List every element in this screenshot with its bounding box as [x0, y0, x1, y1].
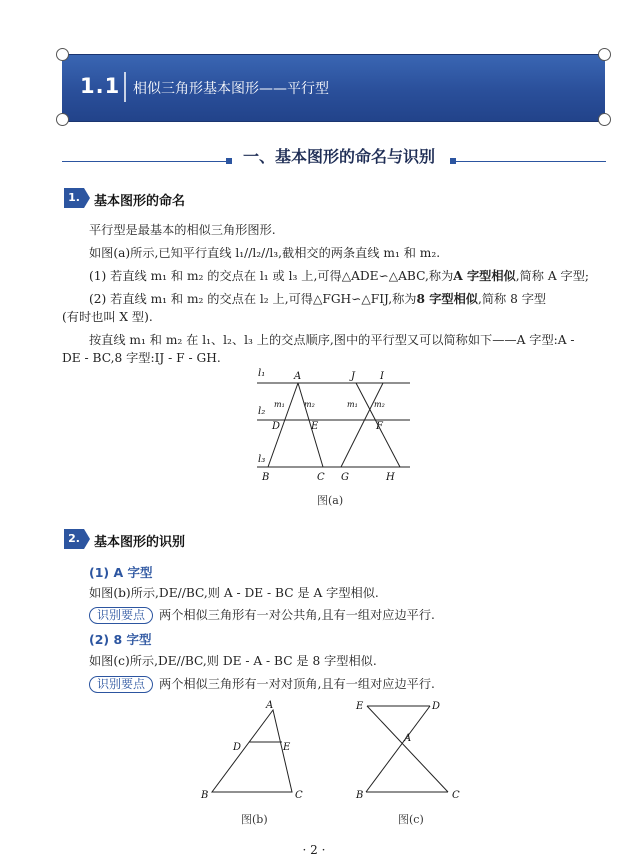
corner-circle-top-left [56, 48, 69, 61]
8-shape-heading: (2) 8 字型 [89, 632, 152, 647]
label-l1: l₁ [258, 368, 266, 379]
case-1-tail: ,简称 A 字型; [515, 269, 589, 283]
paragraph-order: 按直线 m₁ 和 m₂ 在 l₁、l₂、l₃ 上的交点顺序,图中的平行型又可以简称如下——A 字型:A - [89, 333, 575, 347]
subsection-1-marker [84, 188, 90, 208]
figure-a-caption: 图(a) [317, 494, 344, 507]
label-E: E [311, 421, 319, 432]
case-1-term: A 字型相似 [453, 269, 516, 283]
section-rule-left-dot [226, 158, 232, 164]
a-shape-key-point [89, 607, 435, 624]
label-G: G [341, 472, 349, 483]
corner-circle-bottom-left [56, 113, 69, 126]
8-shape-key-label: 识别要点 [89, 676, 153, 693]
fig-b-label-A: A [266, 700, 274, 711]
label-m2-left: m₂ [304, 400, 315, 409]
fig-c-label-C: C [452, 790, 460, 801]
label-H: H [386, 472, 395, 483]
subsection-2-marker [84, 529, 90, 549]
case-2-tail: ,简称 8 字型 [477, 292, 547, 306]
label-m2-right: m₂ [374, 400, 385, 409]
chapter-divider [124, 72, 126, 102]
section-title: 一、基本图形的命名与识别 [243, 147, 436, 166]
fig-c-label-D: D [432, 701, 441, 712]
triangle-ABC [212, 710, 292, 792]
8-shape-key-point [89, 676, 435, 693]
fig-c-label-E: E [356, 701, 364, 712]
section-rule-right [456, 161, 606, 162]
chapter-number: 1.1 [80, 74, 121, 98]
label-m1-left: m₁ [274, 400, 285, 409]
section-rule-left [62, 161, 226, 162]
case-2-term: 8 字型相似 [416, 292, 478, 306]
8-shape-text: 如图(c)所示,DE//BC,则 DE - A - BC 是 8 字型相似. [89, 654, 377, 668]
subsection-1-title: 基本图形的命名 [94, 194, 186, 209]
corner-circle-top-right [598, 48, 611, 61]
fig-b-label-B: B [201, 790, 209, 801]
paragraph-case-1 [89, 268, 589, 284]
figure-b [195, 698, 310, 806]
label-F: F [376, 421, 383, 432]
a-shape-key-label: 识别要点 [89, 607, 153, 624]
label-B: B [262, 472, 270, 483]
label-l2: l₂ [258, 406, 266, 417]
figure-a [250, 365, 420, 485]
fig-b-label-E: E [283, 742, 291, 753]
figure-c-caption: 图(c) [398, 813, 424, 826]
fig-b-label-C: C [295, 790, 303, 801]
subsection-1-number: 1. [64, 188, 84, 208]
paragraph-order-cont: DE - BC,8 字型:IJ - F - GH. [62, 351, 221, 365]
label-J: J [351, 371, 356, 382]
a-shape-key-text: 两个相似三角形有一对公共角,且有一组对应边平行. [159, 608, 435, 622]
paragraph-case-2-cont: (有时也叫 X 型). [62, 310, 153, 324]
fig-c-label-A: A [404, 733, 412, 744]
label-m1-right: m₁ [347, 400, 358, 409]
figure-c [352, 698, 464, 806]
subsection-2-number: 2. [64, 529, 84, 549]
paragraph-case-2 [89, 291, 546, 307]
figure-b-caption: 图(b) [241, 813, 268, 826]
paragraph-figure-a: 如图(a)所示,已知平行直线 l₁//l₂//l₃,截相交的两条直线 m₁ 和 m₂. [89, 246, 441, 260]
case-1-text: (1) 若直线 m₁ 和 m₂ 的交点在 l₁ 或 l₃ 上,可得△ADE∽△ABC,称为 [89, 269, 454, 283]
label-l3: l₃ [258, 454, 266, 465]
a-shape-heading: (1) A 字型 [89, 565, 153, 580]
8-shape-key-text: 两个相似三角形有一对对顶角,且有一组对应边平行. [159, 677, 435, 691]
corner-circle-bottom-right [598, 113, 611, 126]
chapter-title: 相似三角形基本图形——平行型 [133, 81, 329, 97]
case-2-text: (2) 若直线 m₁ 和 m₂ 的交点在 l₂ 上,可得△FGH∽△FIJ,称为 [89, 292, 417, 306]
subsection-2-title: 基本图形的识别 [94, 535, 186, 550]
a-shape-text: 如图(b)所示,DE//BC,则 A - DE - BC 是 A 字型相似. [89, 586, 379, 600]
fig-b-label-D: D [233, 742, 242, 753]
label-I: I [380, 371, 384, 382]
segment-DB [366, 706, 430, 792]
label-D: D [272, 421, 281, 432]
page-number: · 2 · [302, 843, 326, 857]
paragraph-intro: 平行型是最基本的相似三角形图形. [89, 223, 276, 237]
label-A: A [294, 371, 302, 382]
fig-c-label-B: B [356, 790, 364, 801]
label-C: C [317, 472, 325, 483]
segment-EC [367, 706, 448, 792]
